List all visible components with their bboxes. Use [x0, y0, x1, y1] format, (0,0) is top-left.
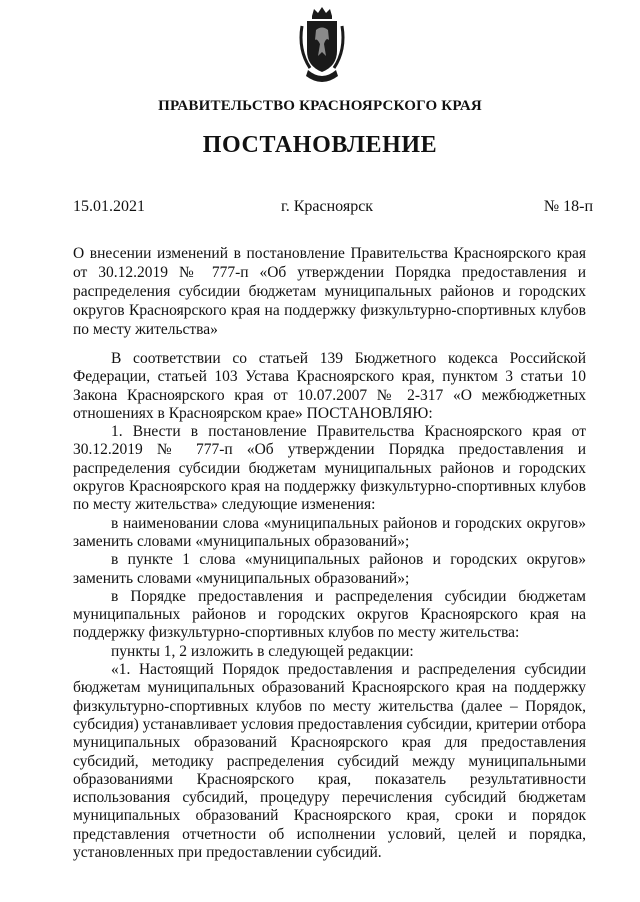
body-paragraph: в наименовании слова «муниципальных районов и городских округов» заменить словами «муниципальных образований»;: [73, 514, 586, 550]
coat-of-arms-icon: [296, 6, 348, 86]
organization-name: ПРАВИТЕЛЬСТВО КРАСНОЯРСКОГО КРАЯ: [158, 98, 482, 114]
document-body: [73, 350, 586, 862]
body-paragraph: 1. Внести в постановление Правительства Красноярского края от 30.12.2019 № 777-п «Об утверждении Порядка предоставления и распределения субсидии бюджетам муниципальных районов и городских округов Красноярского края на поддержку физкультурно-спортивных клубов по месту жительства» следующие изменения:: [73, 423, 586, 514]
document-type-heading: ПОСТАНОВЛЕНИЕ: [202, 132, 438, 158]
body-paragraph: в Порядке предоставления и распределения субсидии бюджетам муниципальных районов и городских округов Красноярского края на поддержку физкультурно-спортивных клубов по месту жительства:: [73, 587, 586, 642]
document-date: 15.01.2021: [73, 198, 145, 215]
body-paragraph: пункты 1, 2 изложить в следующей редакции:: [111, 642, 414, 660]
document-city: г. Красноярск: [280, 198, 374, 215]
body-paragraph: В соответствии со статьей 139 Бюджетного кодекса Российской Федерации, статьей 103 Устава Красноярского края, пунктом 3 статьи 10 Закона Красноярского края от 10.07.2007 № 2-317 «О межбюджетных отношениях в Красноярском крае» ПОСТАНОВЛЯЮ:: [73, 350, 586, 422]
body-paragraph: «1. Настоящий Порядок предоставления и распределения субсидии бюджетам муниципальных образований Красноярского края на поддержку физкультурно-спортивных клубов по месту жительства (далее – Порядок, субсидия) устанавливает условия предоставления субсидии, критерии отбора муниципальных образований Красноярского края для предоставления субсидий, методику распределения субсидий между муниципальными образованиями Красноярского края, показатель результативности использования субсидий, процедуру перечисления субсидий бюджетам муниципальных образований Красноярского края, сроки и порядок представления отчетности об исполнении условий, целей и порядка, установленных при предоставлении субсидий.: [73, 661, 586, 862]
body-paragraph: в пункте 1 слова «муниципальных районов и городских округов» заменить словами «муниципальных образований»;: [73, 551, 586, 587]
document-title: О внесении изменений в постановление Правительства Красноярского края от 30.12.2019 № 777-п «Об утверждении Порядка предоставления и распределения субсидии бюджетам муниципальных районов и городских округов Красноярского края на поддержку физкультурно-спортивных клубов по месту жительства»: [73, 245, 586, 338]
document-number: № 18-п: [543, 198, 593, 215]
